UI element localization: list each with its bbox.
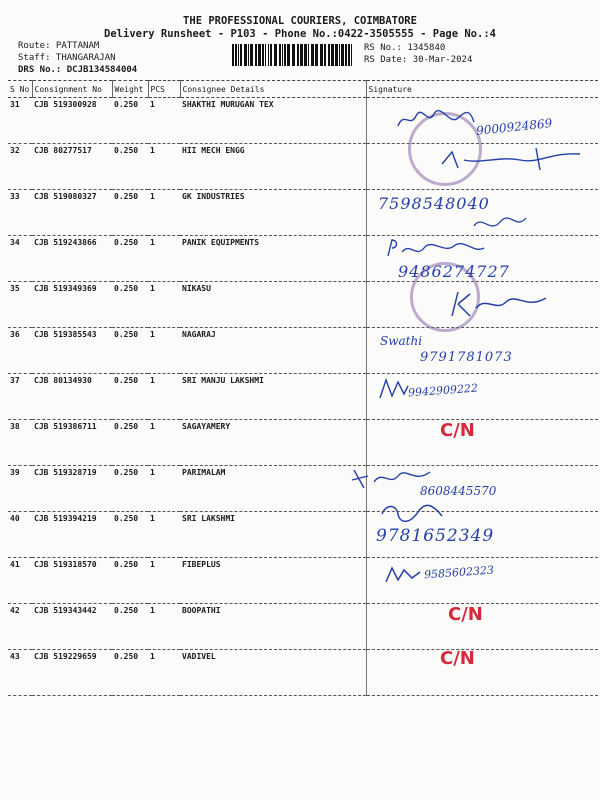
weight-cell: 0.250 xyxy=(112,558,148,604)
col-header-consignee: Consignee Details xyxy=(180,81,366,98)
consignee-cell: NIKASU xyxy=(180,282,366,328)
runsheet-subtitle: Delivery Runsheet - P103 - Phone No.:0422-3505555 - Page No.:4 xyxy=(104,28,496,40)
rs-date: RS Date: 30-Mar-2024 xyxy=(364,55,473,65)
weight-cell: 0.250 xyxy=(112,282,148,328)
cn-mark-42: C/N xyxy=(448,604,483,625)
sno-cell: 43 xyxy=(8,650,32,696)
col-header-signature: Signature xyxy=(366,81,598,98)
handwritten-phone-36: 9791781073 xyxy=(420,350,513,365)
weight-cell: 0.250 xyxy=(112,604,148,650)
consignee-cell: SRI LAKSHMI xyxy=(180,512,366,558)
cn-mark-43: C/N xyxy=(440,648,475,669)
consignee-cell: HII MECH ENGG xyxy=(180,144,366,190)
weight-cell: 0.250 xyxy=(112,190,148,236)
col-header-weight: Weight xyxy=(112,81,148,98)
handwritten-phone-40: 9781652349 xyxy=(376,526,495,546)
consignment-cell: CJB 519343442 xyxy=(32,604,112,650)
weight-cell: 0.250 xyxy=(112,144,148,190)
consignment-cell: CJB 519349369 xyxy=(32,282,112,328)
consignment-cell: CJB 519318570 xyxy=(32,558,112,604)
weight-cell: 0.250 xyxy=(112,466,148,512)
signature-scribble-41 xyxy=(384,562,428,588)
consignee-cell: SRI MANJU LAKSHMI xyxy=(180,374,366,420)
pcs-cell: 1 xyxy=(148,650,180,696)
drs-number: DRS No.: DCJB134584004 xyxy=(18,65,138,75)
sno-cell: 37 xyxy=(8,374,32,420)
table-row xyxy=(8,650,598,696)
consignment-cell: CJB 519394219 xyxy=(32,512,112,558)
col-header-consignment: Consignment No xyxy=(32,81,112,98)
barcode-graphic xyxy=(232,44,354,66)
sno-cell: 31 xyxy=(8,98,32,144)
pcs-cell: 1 xyxy=(148,558,180,604)
consignment-cell: CJB 519300928 xyxy=(32,98,112,144)
signature-scribble-34 xyxy=(384,236,524,262)
sno-cell: 38 xyxy=(8,420,32,466)
weight-cell: 0.250 xyxy=(112,650,148,696)
consignment-cell: CJB 80134930 xyxy=(32,374,112,420)
consignment-cell: CJB 519385543 xyxy=(32,328,112,374)
pcs-cell: 1 xyxy=(148,144,180,190)
weight-cell: 0.250 xyxy=(112,236,148,282)
route-label: Route: PATTANAM xyxy=(18,41,100,51)
weight-cell: 0.250 xyxy=(112,98,148,144)
sno-cell: 40 xyxy=(8,512,32,558)
sno-cell: 34 xyxy=(8,236,32,282)
consignee-cell: PANIK EQUIPMENTS xyxy=(180,236,366,282)
pcs-cell: 1 xyxy=(148,604,180,650)
weight-cell: 0.250 xyxy=(112,420,148,466)
pcs-cell: 1 xyxy=(148,236,180,282)
handwritten-phone-31: 9000924869 xyxy=(475,116,553,138)
signature-scribble-40 xyxy=(378,500,448,528)
consignment-cell: CJB 519080327 xyxy=(32,190,112,236)
consignee-cell: FIBEPLUS xyxy=(180,558,366,604)
consignment-cell: CJB 519243866 xyxy=(32,236,112,282)
table-row xyxy=(8,512,598,558)
sno-cell: 36 xyxy=(8,328,32,374)
sno-cell: 39 xyxy=(8,466,32,512)
pcs-cell: 1 xyxy=(148,328,180,374)
pcs-cell: 1 xyxy=(148,98,180,144)
consignee-cell: SAGAYAMERY xyxy=(180,420,366,466)
handwritten-phone-37: 9942909222 xyxy=(407,381,479,400)
pcs-cell: 1 xyxy=(148,420,180,466)
pcs-cell: 1 xyxy=(148,466,180,512)
consignee-cell: SHAKTHI MURUGAN TEX xyxy=(180,98,366,144)
staff-label: Staff: THANGARAJAN xyxy=(18,53,116,63)
signature-cell xyxy=(366,650,598,696)
cn-mark-38: C/N xyxy=(440,420,475,441)
sno-cell: 41 xyxy=(8,558,32,604)
consignee-cell: GK INDUSTRIES xyxy=(180,190,366,236)
pcs-cell: 1 xyxy=(148,374,180,420)
consignment-cell: CJB 519328719 xyxy=(32,466,112,512)
consignee-cell: BOOPATHI xyxy=(180,604,366,650)
consignee-cell: VADIVEL xyxy=(180,650,366,696)
pcs-cell: 1 xyxy=(148,512,180,558)
consignment-cell: CJB 80277517 xyxy=(32,144,112,190)
signature-cell xyxy=(366,420,598,466)
col-header-pcs: PCS xyxy=(148,81,180,98)
table-row xyxy=(8,604,598,650)
sno-cell: 42 xyxy=(8,604,32,650)
table-header-row xyxy=(8,81,598,98)
company-title: THE PROFESSIONAL COURIERS, COIMBATORE xyxy=(183,15,417,27)
consignment-cell: CJB 519386711 xyxy=(32,420,112,466)
signature-scribble-33 xyxy=(470,210,550,236)
pcs-cell: 1 xyxy=(148,190,180,236)
table-row xyxy=(8,558,598,604)
table-row xyxy=(8,420,598,466)
weight-cell: 0.250 xyxy=(112,374,148,420)
consignee-cell: PARIMALAM xyxy=(180,466,366,512)
rs-number: RS No.: 1345840 xyxy=(364,43,446,53)
weight-cell: 0.250 xyxy=(112,512,148,558)
sno-cell: 33 xyxy=(8,190,32,236)
handwritten-phone-33: 7598548040 xyxy=(378,194,490,213)
signature-scribble-35 xyxy=(446,288,556,322)
handwritten-phone-34: 9486274727 xyxy=(398,262,510,281)
sno-cell: 32 xyxy=(8,144,32,190)
handwritten-phone-41: 9585602323 xyxy=(423,563,495,582)
handwritten-name-36: Swathi xyxy=(380,334,423,348)
consignee-cell: NAGARAJ xyxy=(180,328,366,374)
col-header-sno: S No xyxy=(8,81,32,98)
table-row xyxy=(8,466,598,512)
sno-cell: 35 xyxy=(8,282,32,328)
handwritten-phone-39: 8608445570 xyxy=(420,484,497,498)
signature-scribble-32 xyxy=(440,146,590,174)
pcs-cell: 1 xyxy=(148,282,180,328)
consignment-cell: CJB 519229659 xyxy=(32,650,112,696)
weight-cell: 0.250 xyxy=(112,328,148,374)
table-row xyxy=(8,374,598,420)
